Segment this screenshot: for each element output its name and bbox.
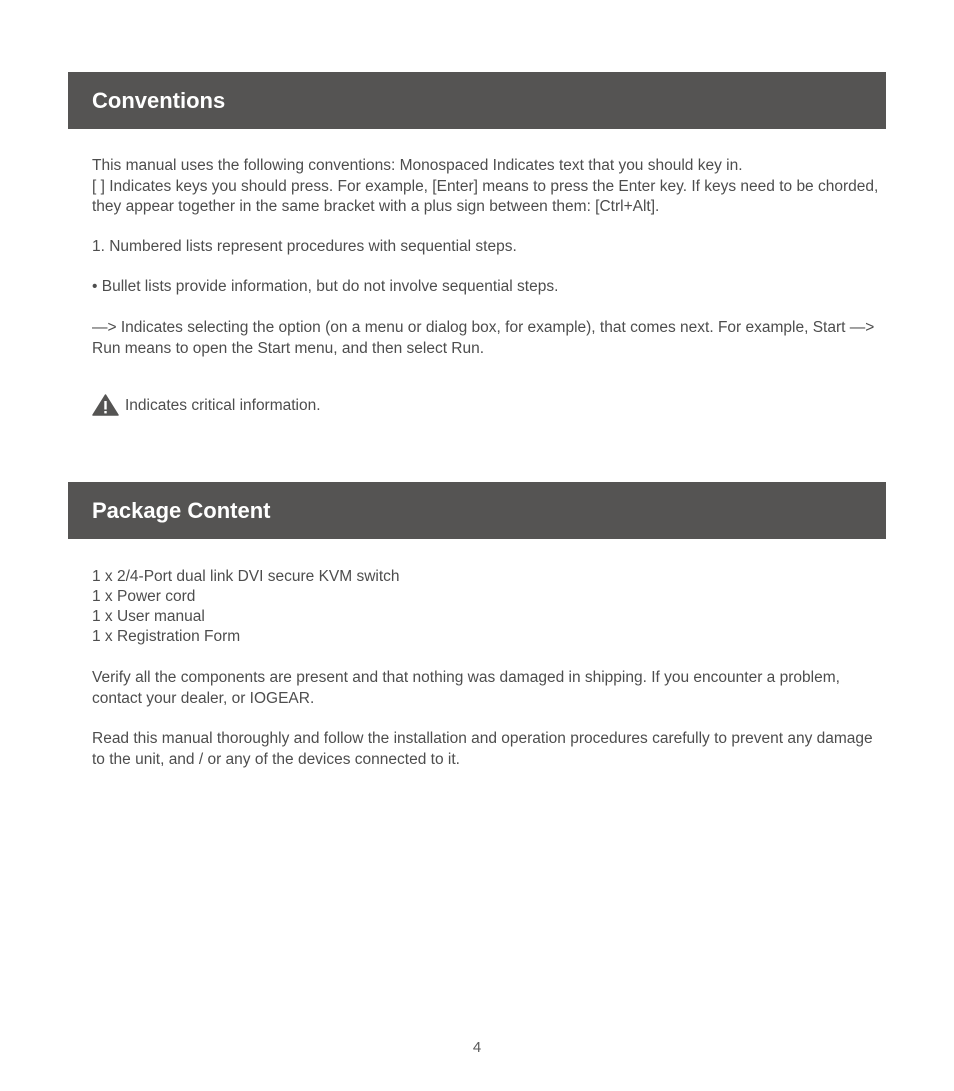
list-item: 1 x Power cord [92, 588, 196, 605]
page-number: 4 [472, 1039, 482, 1056]
package-content-header [68, 482, 886, 539]
list-item: 1 x User manual [92, 608, 205, 625]
conventions-header [68, 72, 886, 129]
arrow-text: —> Indicates selecting the option (on a menu or dialog box, for example), that comes next. For example, Start —> Run means to open the Start menu, and then select Run. [92, 319, 875, 357]
verify-paragraph [92, 668, 887, 709]
warning-convention [92, 394, 887, 416]
verify-text: Verify all the components are present and that nothing was damaged in shipping. If you encounter a problem, contact your dealer, or IOGEAR. [92, 669, 840, 707]
bullet-list-text: • Bullet lists provide information, but do not involve sequential steps. [92, 278, 559, 295]
warning-text: Indicates critical information. [125, 397, 321, 414]
conventions-intro-line1: This manual uses the following conventions: Monospaced Indicates text that you should key in. [92, 157, 743, 174]
conventions-intro-line2: [ ] Indicates keys you should press. For example, [Enter] means to press the Enter key. If keys need to be chorded, they appear together in the same bracket with a plus sign between them: [Ctrl+Alt]. [92, 177, 879, 215]
conventions-intro [92, 156, 887, 218]
warning-triangle-icon [92, 394, 119, 416]
conventions-title: Conventions [92, 87, 226, 113]
read-manual-paragraph [92, 729, 887, 770]
numbered-list-text: 1. Numbered lists represent procedures with sequential steps. [92, 238, 517, 255]
list-item: 1 x 2/4-Port dual link DVI secure KVM switch [92, 568, 400, 585]
arrow-convention [92, 318, 887, 359]
read-manual-text: Read this manual thoroughly and follow the installation and operation procedures carefully to prevent any damage to the unit, and / or any of the devices connected to it. [92, 730, 873, 768]
package-items-list [92, 567, 887, 647]
list-item: 1 x Registration Form [92, 628, 241, 645]
package-content-title: Package Content [92, 497, 271, 523]
numbered-list-convention [92, 237, 887, 258]
bullet-list-convention [92, 277, 887, 298]
